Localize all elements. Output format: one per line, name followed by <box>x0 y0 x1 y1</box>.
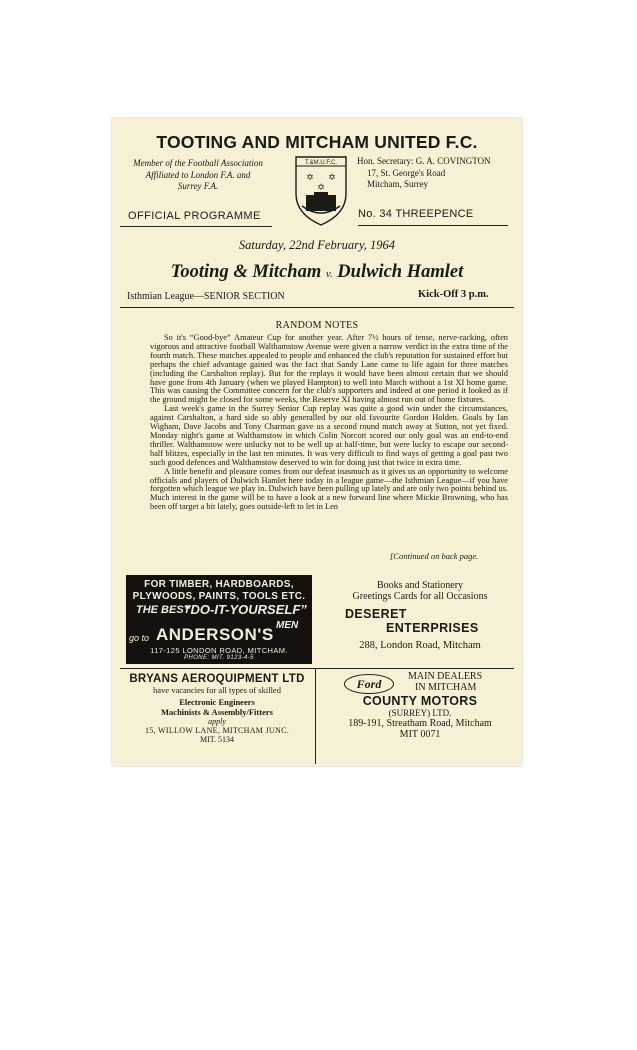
notes-body <box>150 334 508 512</box>
official-programme-label: OFFICIAL PROGRAMME <box>128 210 261 222</box>
divider <box>120 668 514 669</box>
anderson-name: ANDERSON'S <box>156 625 274 644</box>
divider <box>358 225 508 226</box>
bryans-advert: BRYANS AEROQUIPMENT LTD have vacancies for all types of skilled Electronic Engineers Machinists & Assembly/Fitters apply 15, WILLOW LANE, MITCHAM JUNC. MIT. 5134 <box>129 673 305 744</box>
notes-paragraph: A little benefit and pleasure comes from our defeat inasmuch as it gives us an opportunity to welcome officials and players of Dulwich Hamlet here today in a league game—the Isthmian League—if you have forgotten which league we play in. Dulwich have been pulling up lately and are only two points behind us. Much interest in the game will be to have a look at a new forward line where Mickie Browning, who has been off target a bit lately, goes outside-left to let in Len <box>150 466 508 512</box>
continued-note: [Continued on back page. <box>390 551 479 561</box>
match-date: Saturday, 22nd February, 1964 <box>238 238 396 252</box>
divider <box>120 226 272 227</box>
ford-logo-icon: Ford <box>344 674 394 694</box>
fixture-title <box>112 262 522 283</box>
svg-text:✡: ✡ <box>306 172 314 182</box>
away-team: Dulwich Hamlet <box>337 262 464 282</box>
programme-page <box>112 118 522 766</box>
secretary-address: Hon. Secretary: G. A. COVINGTON 17, St. George's Road Mitcham, Surrey <box>357 156 491 189</box>
association-text: Member of the Football Association Affiliated to London F.A. and Surrey F.A. <box>133 158 263 191</box>
notes-title: RANDOM NOTES <box>275 320 359 331</box>
home-team: Tooting & Mitcham <box>170 262 322 282</box>
competition-label: Isthmian League—SENIOR SECTION <box>127 291 285 302</box>
divider <box>120 307 514 308</box>
club-title: TOOTING AND MITCHAM UNITED F.C. <box>156 132 478 152</box>
county-motors-advert: MAIN DEALERS IN MITCHAM COUNTY MOTORS (SURREY) LTD. 189-191, Streatham Road, Mitcham MIT 0071 <box>348 671 492 740</box>
divider <box>315 668 316 764</box>
club-crest-icon <box>292 154 350 228</box>
svg-text:✡: ✡ <box>317 182 325 192</box>
crest-text: T.&M.U.F.C. <box>304 160 338 166</box>
notes-paragraph: Last week's game in the Surrey Senior Cup replay was quite a good win under the circumstances, against Carshalton, a hard side so ably generalled by our old favourite Gordon Holden. Goals by Ian Wigham, Dave Jacobs and Tony Charman gave us a second round match away at Sutton, not yet fixed. Monday night's game at Walthamstow in which Colin Norcott scored our only goal was an end-to-end thriller. Walthamstow were unlucky not to be well up at half-time, but were lucky to escape our second-half blitzes, especially in the last ten minutes. It was very difficult to find ways of getting a goal past two such good defences and Walthamstow deserved to win for doing just that twice in extra time. <box>150 404 508 467</box>
programme-number: No. 34 THREEPENCE <box>358 208 474 220</box>
svg-text:✡: ✡ <box>328 172 336 182</box>
notes-paragraph: So it's “Good-bye” Amateur Cup for another year. After 7½ hours of tense, nerve-racking, often vigorous and attractive football Walthamstow Avenue were given a narrow verdict in the extra time of the fourth match. These matches appealed to people and enhanced the club's reputation for sustained effort but perhaps the chief advantage gained was the fact that Sandy Lane came to life again for three matches (including the Carshalton replay). But for the replays it would have been almost certain that we should have gone from 4th January (when we played Hampton) to well into March without a 1st XI home game. This was causing the Committee concern for the club's supporters and indeed at one period it looked as if the ground might be closed for some weeks, the Reserve XI having almost run out of home fixtures. <box>150 333 508 405</box>
deseret-advert: Books and Stationery Greetings Cards for all Occasions DESERET ENTERPRISES 288, London Road, Mitcham <box>345 580 488 651</box>
kickoff-time: Kick-Off 3 p.m. <box>418 289 489 300</box>
anderson-advert: FOR TIMBER, HARDBOARDS, PLYWOODS, PAINTS, TOOLS ETC. THE BEST “DO-IT-YOURSELF” MEN go to ANDERSON'S 117-125 LONDON ROAD, MITCHAM. PHONE: MIT. 9123-4-5 <box>126 575 312 664</box>
versus-label: v. <box>325 268 333 280</box>
